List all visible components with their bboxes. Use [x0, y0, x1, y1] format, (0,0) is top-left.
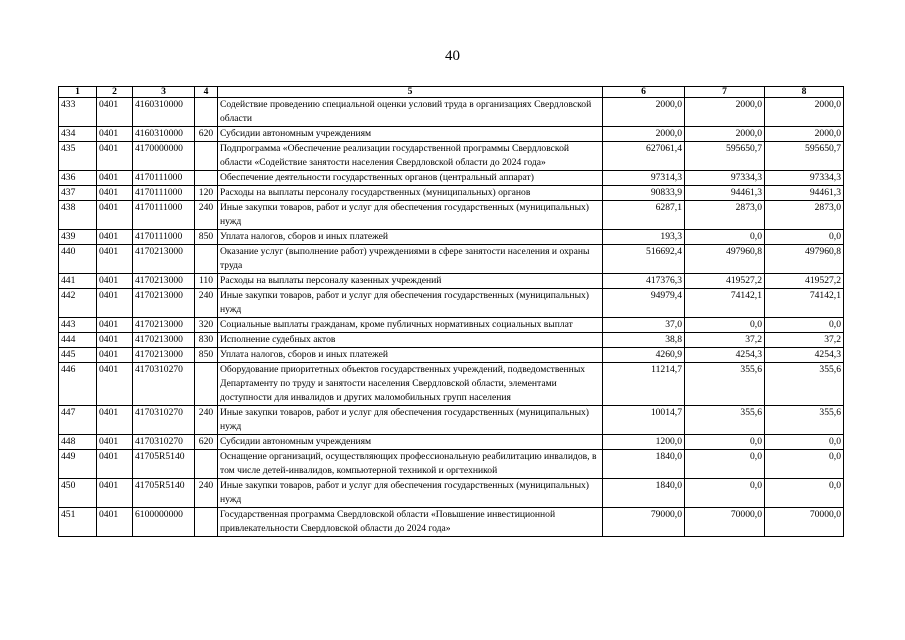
- amount-col6-cell: 4260,9: [603, 348, 685, 363]
- amount-col7-cell: 0,0: [685, 230, 765, 245]
- table-header-row: [59, 87, 844, 98]
- section-code-cell: 0401: [97, 289, 133, 318]
- target-item-code-cell: 4170310270: [133, 363, 195, 406]
- row-number-cell: 442: [59, 289, 97, 318]
- table-row: [59, 479, 844, 508]
- amount-col8-cell: 2873,0: [765, 201, 844, 230]
- page-number: 40: [445, 48, 460, 64]
- row-number-cell: 436: [59, 171, 97, 186]
- table-row: [59, 289, 844, 318]
- expense-type-code-cell: [195, 450, 218, 479]
- target-item-code-cell: 4170213000: [133, 245, 195, 274]
- expense-type-code-cell: 320: [195, 318, 218, 333]
- column-header: 2: [97, 87, 133, 98]
- target-item-code-cell: 4170310270: [133, 406, 195, 435]
- item-name-cell: Уплата налогов, сборов и иных платежей: [218, 230, 603, 245]
- amount-col7-cell: 0,0: [685, 479, 765, 508]
- item-name-cell: Иные закупки товаров, работ и услуг для обеспечения государственных (муниципальных) нужд: [218, 201, 603, 230]
- target-item-code-cell: 4170000000: [133, 142, 195, 171]
- item-name-cell: Субсидии автономным учреждениям: [218, 435, 603, 450]
- amount-col7-cell: 97334,3: [685, 171, 765, 186]
- item-name-cell: Иные закупки товаров, работ и услуг для обеспечения государственных (муниципальных) нужд: [218, 289, 603, 318]
- amount-col8-cell: 355,6: [765, 406, 844, 435]
- target-item-code-cell: 4170213000: [133, 318, 195, 333]
- section-code-cell: 0401: [97, 318, 133, 333]
- table-row: [59, 186, 844, 201]
- amount-col8-cell: 0,0: [765, 479, 844, 508]
- amount-col8-cell: 70000,0: [765, 508, 844, 537]
- table-row: [59, 450, 844, 479]
- table-row: [59, 363, 844, 406]
- row-number-cell: 448: [59, 435, 97, 450]
- expense-type-code-cell: [195, 171, 218, 186]
- expense-type-code-cell: [195, 508, 218, 537]
- expense-type-code-cell: 240: [195, 289, 218, 318]
- amount-col6-cell: 97314,3: [603, 171, 685, 186]
- amount-col8-cell: 595650,7: [765, 142, 844, 171]
- item-name-cell: Государственная программа Свердловской области «Повышение инвестиционной привлекательности Свердловской области до 2024 года»: [218, 508, 603, 537]
- amount-col7-cell: 2873,0: [685, 201, 765, 230]
- expense-type-code-cell: 850: [195, 230, 218, 245]
- item-name-cell: Оказание услуг (выполнение работ) учреждениями в сфере занятости населения и охраны труда: [218, 245, 603, 274]
- row-number-cell: 439: [59, 230, 97, 245]
- amount-col6-cell: 90833,9: [603, 186, 685, 201]
- row-number-cell: 434: [59, 127, 97, 142]
- amount-col8-cell: 497960,8: [765, 245, 844, 274]
- expense-type-code-cell: [195, 363, 218, 406]
- amount-col6-cell: 79000,0: [603, 508, 685, 537]
- column-header: 5: [218, 87, 603, 98]
- amount-col6-cell: 1840,0: [603, 479, 685, 508]
- budget-table: [58, 86, 844, 537]
- amount-col6-cell: 37,0: [603, 318, 685, 333]
- amount-col6-cell: 627061,4: [603, 142, 685, 171]
- amount-col6-cell: 38,8: [603, 333, 685, 348]
- amount-col8-cell: 2000,0: [765, 98, 844, 127]
- amount-col6-cell: 2000,0: [603, 127, 685, 142]
- target-item-code-cell: 4160310000: [133, 98, 195, 127]
- row-number-cell: 435: [59, 142, 97, 171]
- column-header: 3: [133, 87, 195, 98]
- amount-col6-cell: 417376,3: [603, 274, 685, 289]
- section-code-cell: 0401: [97, 508, 133, 537]
- amount-col6-cell: 10014,7: [603, 406, 685, 435]
- section-code-cell: 0401: [97, 171, 133, 186]
- column-header: 1: [59, 87, 97, 98]
- table-row: [59, 318, 844, 333]
- section-code-cell: 0401: [97, 450, 133, 479]
- item-name-cell: Уплата налогов, сборов и иных платежей: [218, 348, 603, 363]
- row-number-cell: 446: [59, 363, 97, 406]
- table-row: [59, 230, 844, 245]
- table-row: [59, 406, 844, 435]
- item-name-cell: Иные закупки товаров, работ и услуг для обеспечения государственных (муниципальных) нужд: [218, 479, 603, 508]
- item-name-cell: Иные закупки товаров, работ и услуг для обеспечения государственных (муниципальных) нужд: [218, 406, 603, 435]
- table-row: [59, 201, 844, 230]
- amount-col8-cell: 2000,0: [765, 127, 844, 142]
- expense-type-code-cell: 830: [195, 333, 218, 348]
- column-header: 4: [195, 87, 218, 98]
- row-number-cell: 437: [59, 186, 97, 201]
- expense-type-code-cell: 110: [195, 274, 218, 289]
- amount-col7-cell: 94461,3: [685, 186, 765, 201]
- row-number-cell: 449: [59, 450, 97, 479]
- section-code-cell: 0401: [97, 274, 133, 289]
- section-code-cell: 0401: [97, 435, 133, 450]
- expense-type-code-cell: 120: [195, 186, 218, 201]
- amount-col6-cell: 2000,0: [603, 98, 685, 127]
- amount-col7-cell: 2000,0: [685, 98, 765, 127]
- amount-col8-cell: 355,6: [765, 363, 844, 406]
- target-item-code-cell: 41705R5140: [133, 479, 195, 508]
- amount-col7-cell: 355,6: [685, 363, 765, 406]
- row-number-cell: 441: [59, 274, 97, 289]
- section-code-cell: 0401: [97, 245, 133, 274]
- item-name-cell: Расходы на выплаты персоналу государственных (муниципальных) органов: [218, 186, 603, 201]
- item-name-cell: Оснащение организаций, осуществляющих профессиональную реабилитацию инвалидов, в том числе детей-инвалидов, компьютерной техникой и оргтехникой: [218, 450, 603, 479]
- expense-type-code-cell: 620: [195, 127, 218, 142]
- target-item-code-cell: 4170111000: [133, 171, 195, 186]
- target-item-code-cell: 4170213000: [133, 274, 195, 289]
- column-header: 7: [685, 87, 765, 98]
- amount-col6-cell: 516692,4: [603, 245, 685, 274]
- expense-type-code-cell: 850: [195, 348, 218, 363]
- table-row: [59, 171, 844, 186]
- amount-col8-cell: 0,0: [765, 435, 844, 450]
- row-number-cell: 443: [59, 318, 97, 333]
- amount-col6-cell: 6287,1: [603, 201, 685, 230]
- table-row: [59, 245, 844, 274]
- amount-col7-cell: 355,6: [685, 406, 765, 435]
- amount-col8-cell: 419527,2: [765, 274, 844, 289]
- row-number-cell: 438: [59, 201, 97, 230]
- amount-col6-cell: 1840,0: [603, 450, 685, 479]
- row-number-cell: 447: [59, 406, 97, 435]
- row-number-cell: 444: [59, 333, 97, 348]
- target-item-code-cell: 4170213000: [133, 289, 195, 318]
- column-header: 8: [765, 87, 844, 98]
- amount-col8-cell: 74142,1: [765, 289, 844, 318]
- section-code-cell: 0401: [97, 142, 133, 171]
- section-code-cell: 0401: [97, 406, 133, 435]
- amount-col7-cell: 70000,0: [685, 508, 765, 537]
- table-row: [59, 333, 844, 348]
- amount-col7-cell: 4254,3: [685, 348, 765, 363]
- target-item-code-cell: 4170213000: [133, 348, 195, 363]
- section-code-cell: 0401: [97, 186, 133, 201]
- target-item-code-cell: 4170213000: [133, 333, 195, 348]
- amount-col6-cell: 94979,4: [603, 289, 685, 318]
- table-row: [59, 274, 844, 289]
- amount-col6-cell: 1200,0: [603, 435, 685, 450]
- section-code-cell: 0401: [97, 348, 133, 363]
- table-row: [59, 348, 844, 363]
- amount-col7-cell: 0,0: [685, 450, 765, 479]
- table-row: [59, 98, 844, 127]
- amount-col8-cell: 94461,3: [765, 186, 844, 201]
- table-row: [59, 142, 844, 171]
- amount-col8-cell: 0,0: [765, 318, 844, 333]
- target-item-code-cell: 4170111000: [133, 201, 195, 230]
- amount-col7-cell: 2000,0: [685, 127, 765, 142]
- target-item-code-cell: 4160310000: [133, 127, 195, 142]
- item-name-cell: Содействие проведению специальной оценки условий труда в организациях Свердловской области: [218, 98, 603, 127]
- amount-col7-cell: 37,2: [685, 333, 765, 348]
- section-code-cell: 0401: [97, 363, 133, 406]
- item-name-cell: Оборудование приоритетных объектов государственных учреждений, подведомственных Департаменту по труду и занятости населения Свердловской области, элементами доступности для инвалидов и других маломобильных групп населения: [218, 363, 603, 406]
- target-item-code-cell: 4170310270: [133, 435, 195, 450]
- row-number-cell: 433: [59, 98, 97, 127]
- row-number-cell: 451: [59, 508, 97, 537]
- section-code-cell: 0401: [97, 479, 133, 508]
- expense-type-code-cell: 240: [195, 406, 218, 435]
- amount-col6-cell: 193,3: [603, 230, 685, 245]
- table-row: [59, 435, 844, 450]
- expense-type-code-cell: 620: [195, 435, 218, 450]
- target-item-code-cell: 41705R5140: [133, 450, 195, 479]
- item-name-cell: Подпрограмма «Обеспечение реализации государственной программы Свердловской области «Содействие занятости населения Свердловской области до 2024 года»: [218, 142, 603, 171]
- table-row: [59, 127, 844, 142]
- expense-type-code-cell: [195, 142, 218, 171]
- item-name-cell: Расходы на выплаты персоналу казенных учреждений: [218, 274, 603, 289]
- row-number-cell: 445: [59, 348, 97, 363]
- row-number-cell: 440: [59, 245, 97, 274]
- section-code-cell: 0401: [97, 127, 133, 142]
- item-name-cell: Исполнение судебных актов: [218, 333, 603, 348]
- item-name-cell: Обеспечение деятельности государственных органов (центральный аппарат): [218, 171, 603, 186]
- column-header: 6: [603, 87, 685, 98]
- amount-col8-cell: 0,0: [765, 450, 844, 479]
- amount-col7-cell: 419527,2: [685, 274, 765, 289]
- expense-type-code-cell: 240: [195, 201, 218, 230]
- table-row: [59, 508, 844, 537]
- section-code-cell: 0401: [97, 333, 133, 348]
- amount-col7-cell: 595650,7: [685, 142, 765, 171]
- amount-col8-cell: 37,2: [765, 333, 844, 348]
- section-code-cell: 0401: [97, 230, 133, 245]
- amount-col7-cell: 0,0: [685, 318, 765, 333]
- item-name-cell: Социальные выплаты гражданам, кроме публичных нормативных социальных выплат: [218, 318, 603, 333]
- section-code-cell: 0401: [97, 98, 133, 127]
- amount-col7-cell: 74142,1: [685, 289, 765, 318]
- target-item-code-cell: 6100000000: [133, 508, 195, 537]
- target-item-code-cell: 4170111000: [133, 186, 195, 201]
- row-number-cell: 450: [59, 479, 97, 508]
- amount-col8-cell: 97334,3: [765, 171, 844, 186]
- amount-col7-cell: 497960,8: [685, 245, 765, 274]
- expense-type-code-cell: 240: [195, 479, 218, 508]
- amount-col6-cell: 11214,7: [603, 363, 685, 406]
- expense-type-code-cell: [195, 98, 218, 127]
- item-name-cell: Субсидии автономным учреждениям: [218, 127, 603, 142]
- amount-col8-cell: 0,0: [765, 230, 844, 245]
- target-item-code-cell: 4170111000: [133, 230, 195, 245]
- expense-type-code-cell: [195, 245, 218, 274]
- amount-col8-cell: 4254,3: [765, 348, 844, 363]
- section-code-cell: 0401: [97, 201, 133, 230]
- amount-col7-cell: 0,0: [685, 435, 765, 450]
